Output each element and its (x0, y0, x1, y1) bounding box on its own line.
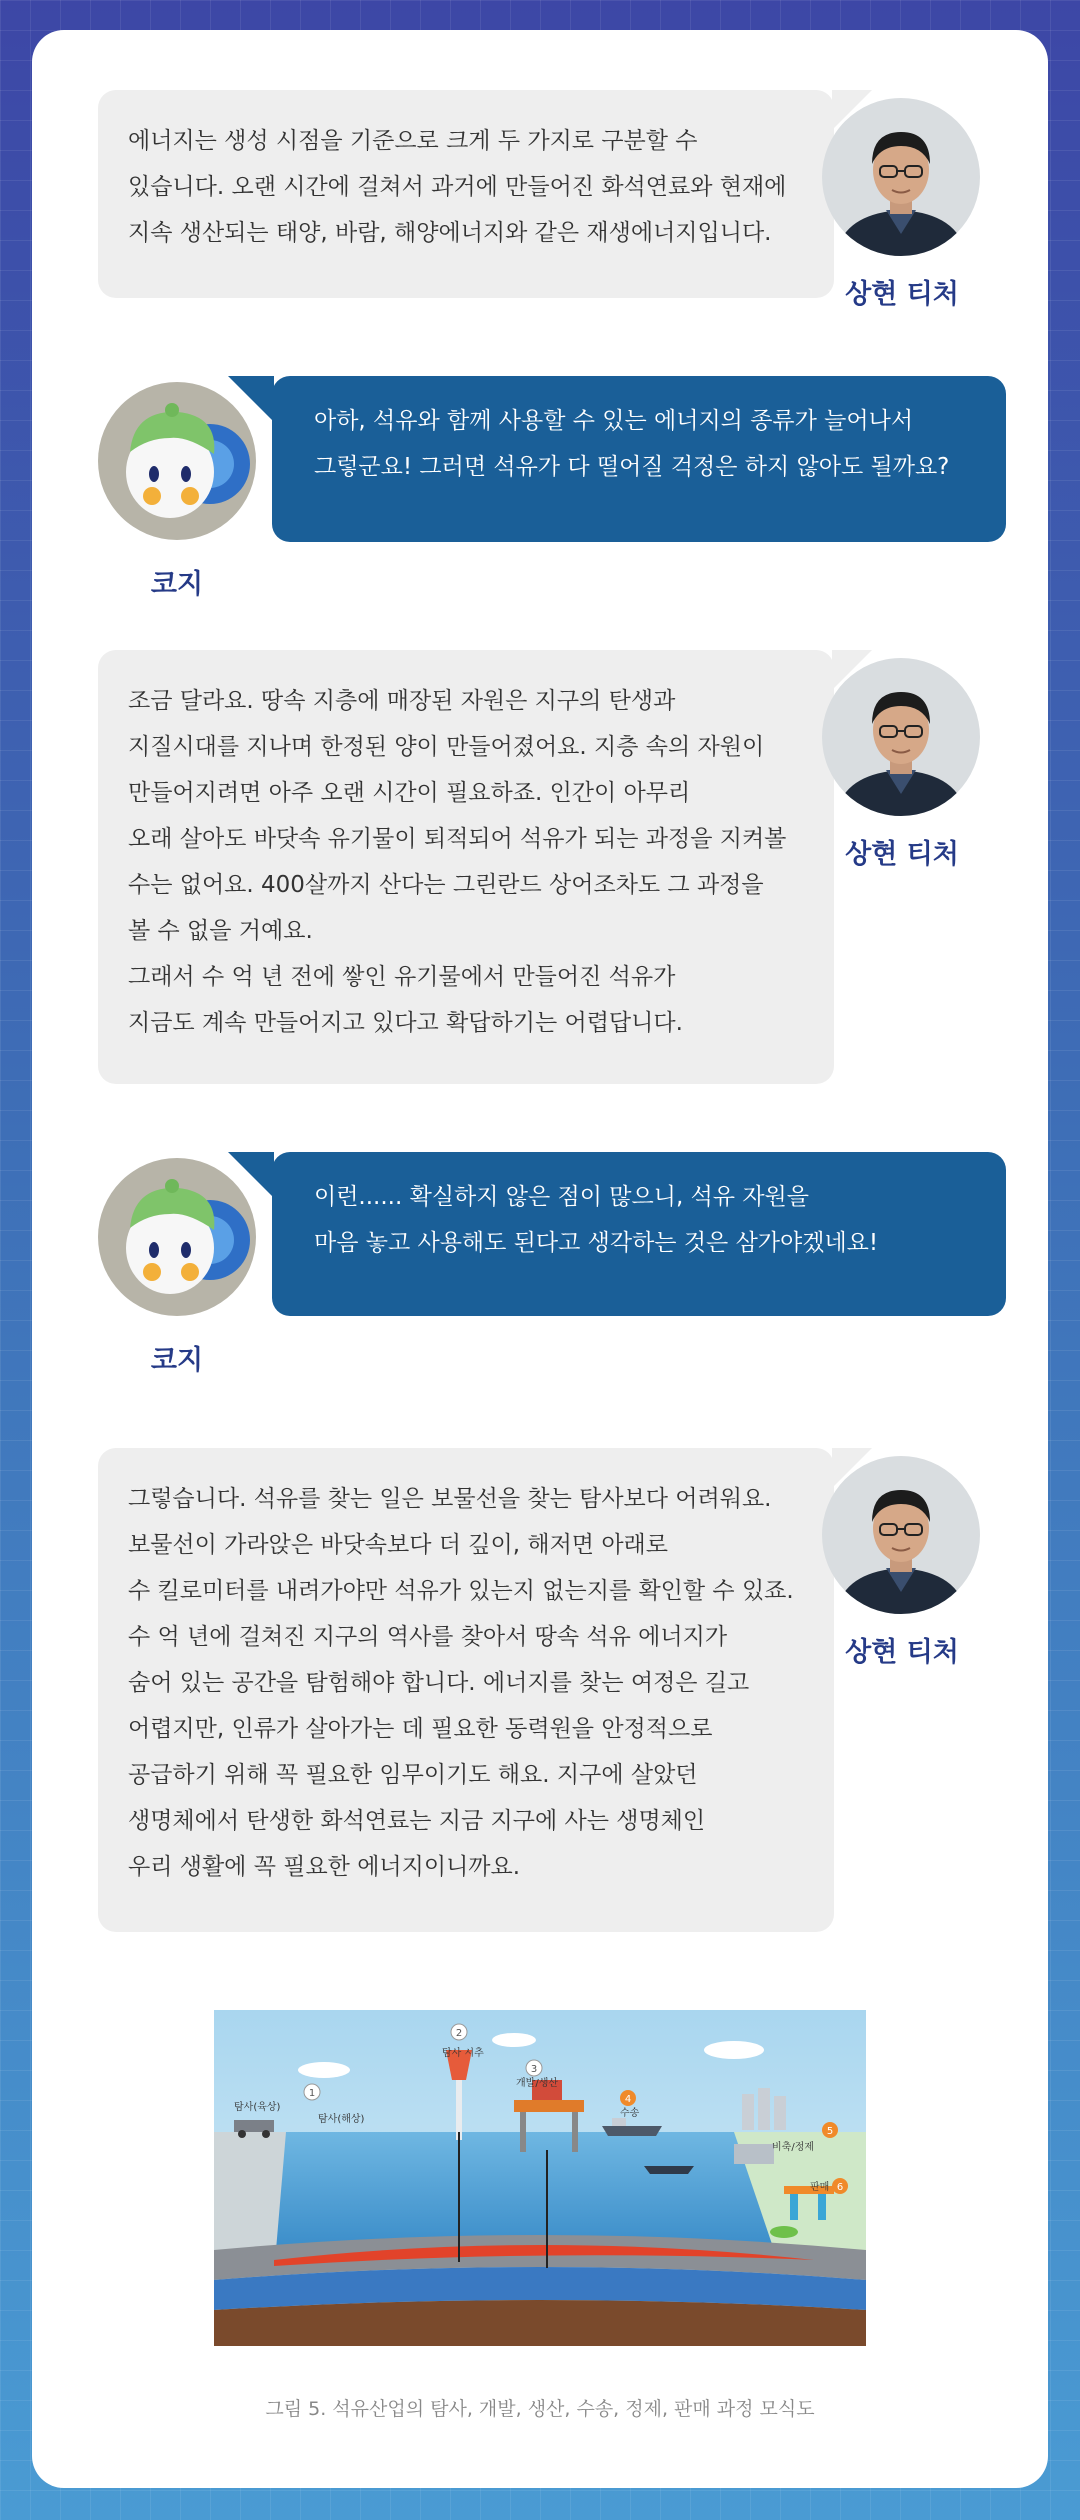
message-line: 그래서 수 억 년 전에 쌓인 유기물에서 만들어진 석유가 (128, 964, 676, 990)
message-line: 수는 없어요. 400살까지 산다는 그린란드 상어조차도 그 과정을 (128, 872, 764, 898)
teacher-photo-icon (822, 98, 980, 256)
message-line: 지속 생산되는 태양, 바람, 해양에너지와 같은 재생에너지입니다. (128, 220, 772, 246)
teacher-name: 상현 티처 (845, 839, 959, 870)
step-number: 1 (308, 2088, 316, 2099)
message-line: 지질시대를 지나며 한정된 양이 만들어졌어요. 지층 속의 자원이 (128, 734, 765, 760)
teacher-message-2 (98, 650, 834, 1084)
oil-industry-diagram (214, 2010, 866, 2346)
teacher-message-3 (98, 1448, 834, 1932)
kozi-message-1 (272, 376, 1006, 542)
kozi-name: 코지 (150, 569, 204, 600)
step-number: 3 (530, 2064, 538, 2075)
figure-caption: 그림 5. 석유산업의 탐사, 개발, 생산, 수송, 정제, 판매 과정 모식도 (265, 2398, 815, 2420)
message-line: 만들어지려면 아주 오랜 시간이 필요하죠. 인간이 아무리 (128, 780, 691, 806)
message-line: 마음 놓고 사용해도 된다고 생각하는 것은 삼가야겠네요! (314, 1230, 879, 1256)
content-card (32, 30, 1048, 2488)
message-line: 지금도 계속 만들어지고 있다고 확답하기는 어렵답니다. (128, 1010, 683, 1036)
teacher-avatar (822, 658, 980, 816)
step-number: 2 (455, 2028, 463, 2039)
message-line: 어렵지만, 인류가 살아가는 데 필요한 동력원을 안정적으로 (128, 1716, 713, 1742)
message-line: 수 억 년에 걸쳐진 지구의 역사를 찾아서 땅속 석유 에너지가 (128, 1624, 728, 1650)
message-line: 아하, 석유와 함께 사용할 수 있는 에너지의 종류가 늘어나서 (314, 408, 914, 434)
message-line: 이런...... 확실하지 않은 점이 많으니, 석유 자원을 (314, 1184, 809, 1210)
message-line: 에너지는 생성 시점을 기준으로 크게 두 가지로 구분할 수 (128, 128, 698, 154)
teacher-name: 상현 티처 (845, 1637, 959, 1668)
label-refining: 비축/정제 (772, 2142, 815, 2153)
message-line: 수 킬로미터를 내려가야만 석유가 있는지 없는지를 확인할 수 있죠. (128, 1578, 794, 1604)
step-number: 5 (826, 2126, 834, 2137)
kozi-message-2 (272, 1152, 1006, 1316)
message-line: 그렇습니다. 석유를 찾는 일은 보물선을 찾는 탐사보다 어려워요. (128, 1486, 772, 1512)
message-line: 생명체에서 탄생한 화석연료는 지금 지구에 사는 생명체인 (128, 1808, 706, 1834)
message-line: 오래 살아도 바닷속 유기물이 퇴적되어 석유가 되는 과정을 지켜볼 (128, 826, 787, 852)
message-line: 그렇군요! 그러면 석유가 다 떨어질 걱정은 하지 않아도 될까요? (314, 454, 950, 480)
teacher-name: 상현 티처 (845, 279, 959, 310)
label-sales: 판매 (810, 2182, 830, 2193)
label-production: 개발/생산 (516, 2078, 559, 2089)
message-line: 보물선이 가라앉은 바닷속보다 더 깊이, 해저면 아래로 (128, 1532, 668, 1558)
label-transport: 수송 (620, 2108, 640, 2119)
message-line: 조금 달라요. 땅속 지층에 매장된 자원은 지구의 탄생과 (128, 688, 676, 714)
step-number: 6 (836, 2182, 844, 2193)
message-line: 공급하기 위해 꼭 필요한 임무이기도 해요. 지구에 살았던 (128, 1762, 698, 1788)
oil-process-illustration (214, 2010, 866, 2346)
teacher-avatar (822, 1456, 980, 1614)
teacher-avatar (822, 98, 980, 256)
teacher-photo-icon (822, 1456, 980, 1614)
message-line: 숨어 있는 공간을 탐험해야 합니다. 에너지를 찾는 여정은 길고 (128, 1670, 750, 1696)
step-number: 4 (624, 2094, 632, 2105)
message-line: 있습니다. 오랜 시간에 걸쳐서 과거에 만들어진 화석연료와 현재에 (128, 174, 787, 200)
teacher-photo-icon (822, 658, 980, 816)
message-line: 볼 수 없을 거예요. (128, 918, 313, 944)
label-exploration-sea: 탐사(해상) (318, 2114, 365, 2125)
kozi-name: 코지 (150, 1345, 204, 1376)
message-line: 우리 생활에 꼭 필요한 에너지이니까요. (128, 1854, 521, 1880)
label-exploration-land: 탐사(육상) (234, 2102, 281, 2113)
teacher-message-1 (98, 90, 834, 298)
label-drilling: 탐사 시추 (442, 2048, 484, 2059)
